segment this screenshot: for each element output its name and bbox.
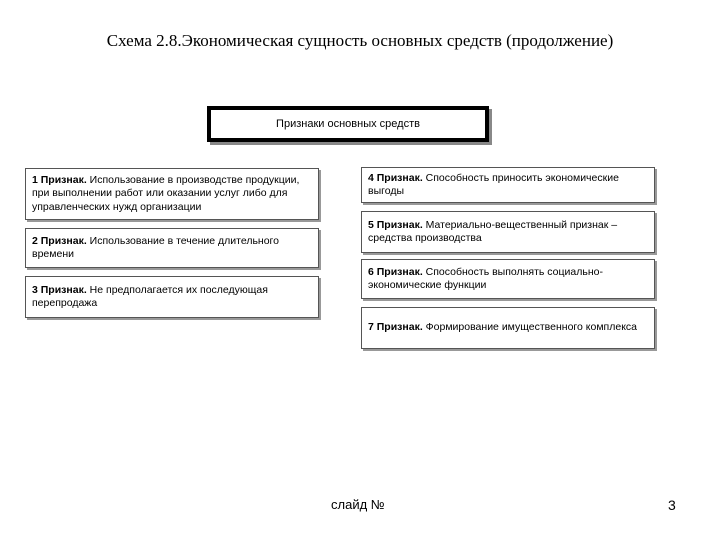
- feature-box-3: [25, 276, 319, 318]
- feature-6-text: Способность выполнять социально-экономические функции: [368, 265, 603, 291]
- feature-4-text: Способность приносить экономические выгоды: [368, 171, 619, 197]
- feature-3-text: Не предполагается их последующая перепродажа: [32, 283, 268, 309]
- feature-2-text: Использование в течение длительного времени: [32, 234, 279, 260]
- feature-3-label: 3 Признак.: [32, 283, 87, 296]
- feature-5-text: Материально-вещественный признак – средства производства: [368, 218, 618, 244]
- feature-7-text: Формирование имущественного комплекса: [422, 321, 638, 334]
- header-label: Признаки основных средств: [276, 118, 420, 130]
- feature-7-label: 7 Признак.: [368, 321, 423, 334]
- feature-box-2: [25, 228, 319, 268]
- feature-1-label: 1 Признак.: [32, 174, 87, 187]
- feature-4-label: 4 Признак.: [368, 171, 423, 184]
- feature-6-label: 6 Признак.: [368, 265, 423, 278]
- feature-box-6: [361, 259, 655, 299]
- feature-box-1: [25, 168, 319, 220]
- header-box: [207, 106, 489, 142]
- feature-2-label: 2 Признак.: [32, 234, 87, 247]
- feature-box-7: [361, 307, 655, 349]
- feature-5-label: 5 Признак.: [368, 218, 423, 231]
- feature-1-text: Использование в производстве продукции, при выполнении работ или оказании услуг либо для управленческих нужд организации: [32, 174, 300, 213]
- slide-title: Схема 2.8.Экономическая сущность основных средств (продолжение): [106, 31, 614, 50]
- page-number: 3: [668, 497, 676, 513]
- feature-box-5: [361, 211, 655, 253]
- feature-box-4: [361, 167, 655, 203]
- slide-footer: слайд №: [331, 497, 385, 512]
